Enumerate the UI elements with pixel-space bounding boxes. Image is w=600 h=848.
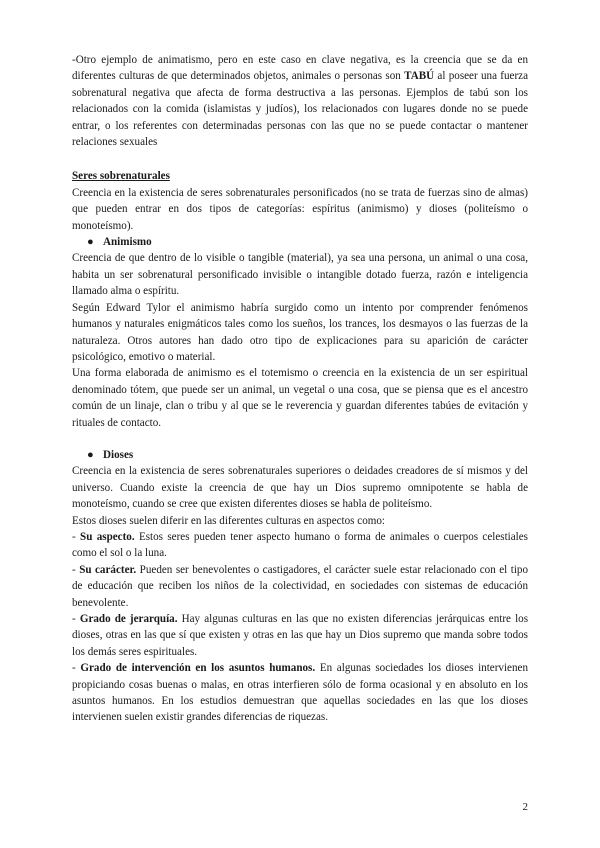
animismo-paragraph-2: Según Edward Tylor el animismo habría surgido como un intento por comprender fenómenos humanos y naturales enigmáticos tales como los sueños, los trances, los desmayos o las fuerzas de la naturaleza. Otros autores han dado otro tipo de explicaciones para su aparición de carácter psicológico, emotivo o material. xyxy=(72,301,528,363)
item-dash: - xyxy=(72,613,80,625)
spacer xyxy=(72,431,528,447)
page-number: 2 xyxy=(522,801,528,813)
item-term: Grado de intervención en los asuntos humanos. xyxy=(80,662,316,675)
item-text: En algunas sociedades los dioses intervienen propiciando cosas buenas o malas, en otras interfieren sólo de forma ocasional y en absoluto en los asuntos humanos. En los estudios demuestran que aquellas sociedades en las que los dioses intervienen suelen existir grandes diferencias de riquezas. xyxy=(72,662,528,724)
animismo-title: Animismo xyxy=(103,236,152,249)
animismo-paragraph-3: Una forma elaborada de animismo es el totemismo o creencia en la existencia de un ser espiritual denominado tótem, que puede ser un animal, un vegetal o una cosa, que se piensa que es el ancestro común de un linaje, clan o tribu y al que se le reverencia y guardan diferentes tabúes de evitación y rituales de contacto. xyxy=(72,367,528,429)
dioses-item-intervencion xyxy=(72,660,528,726)
spacer xyxy=(72,150,528,166)
subheading-animismo xyxy=(72,234,528,250)
animismo-paragraph-1: Creencia de que dentro de lo visible o tangible (material), ya sea una persona, un animal o una cosa, habita un ser sobrenatural personificado invisible o intangible dotado fuerza, razón e inteligencia llamado alma o espíritu. xyxy=(72,252,528,298)
bullet-icon: ● xyxy=(87,236,94,249)
seres-paragraph: Creencia en la existencia de seres sobrenaturales personificados (no se trata de fuerzas sino de almas) que pueden entrar en dos tipos de categorías: espíritus (animismo) y dioses (politeísmo o monoteísmo). xyxy=(72,186,528,232)
item-dash: - xyxy=(72,662,81,675)
bullet-icon: ● xyxy=(87,448,94,461)
item-text: Pueden ser benevolentes o castigadores, el carácter suele estar relacionado con el tipo de educación que reciben los niños de la colectividad, en sociedades con sistemas de educación benevolente. xyxy=(72,563,529,609)
item-text: Hay algunas culturas en las que no existen diferencias jerárquicas entre los dioses, otras en las que sí que existen y otras en las que hay un Dios supremo que manda sobre todos los demás seres espirituales. xyxy=(72,613,529,658)
tabu-term: TABÚ xyxy=(404,70,435,83)
dioses-item-caracter xyxy=(72,562,528,611)
item-dash: - xyxy=(72,563,80,576)
item-term: Su aspecto. xyxy=(80,530,135,543)
item-term: Grado de jerarquía. xyxy=(79,613,178,625)
item-dash: - xyxy=(72,530,81,543)
section-heading-seres: Seres sobrenaturales xyxy=(72,170,170,183)
subheading-dioses xyxy=(72,447,528,463)
intro-text-start: -Otro ejemplo de animatismo, pero en este caso en clave negativa, es la creencia que se da en diferentes culturas de que determinados objetos, animales o personas son xyxy=(72,54,528,83)
item-text: Estos seres pueden tener aspecto humano o forma de animales o cuerpos celestiales como el sol o la luna. xyxy=(72,530,529,560)
dioses-item-jerarquia xyxy=(72,611,528,660)
intro-text-end: al poseer una fuerza sobrenatural negativa que afecta de forma destructiva a las personas. Ejemplos de tabú son los relacionados con la comida (islamistas y judíos), los relacionados con lugares donde no se puede entrar, o los referentes con determinadas personas con las que no se puede contactar o mantener relaciones sexuales xyxy=(72,70,529,149)
item-term: Su carácter. xyxy=(79,563,137,576)
dioses-paragraph-1: Creencia en la existencia de seres sobrenaturales superiores o deidades creadores de sí mismos y del universo. Cuando existe la creencia de que hay un Dios supremo omnipotente se habla de monoteísmo, cuando se cree que existen diferentes dioses se habla de politeísmo. xyxy=(72,465,528,511)
dioses-title: Dioses xyxy=(103,448,134,461)
intro-paragraph xyxy=(72,52,528,150)
dioses-item-aspecto xyxy=(72,529,528,562)
dioses-paragraph-2: Estos dioses suelen diferir en las diferentes culturas en aspectos como: xyxy=(72,514,385,527)
